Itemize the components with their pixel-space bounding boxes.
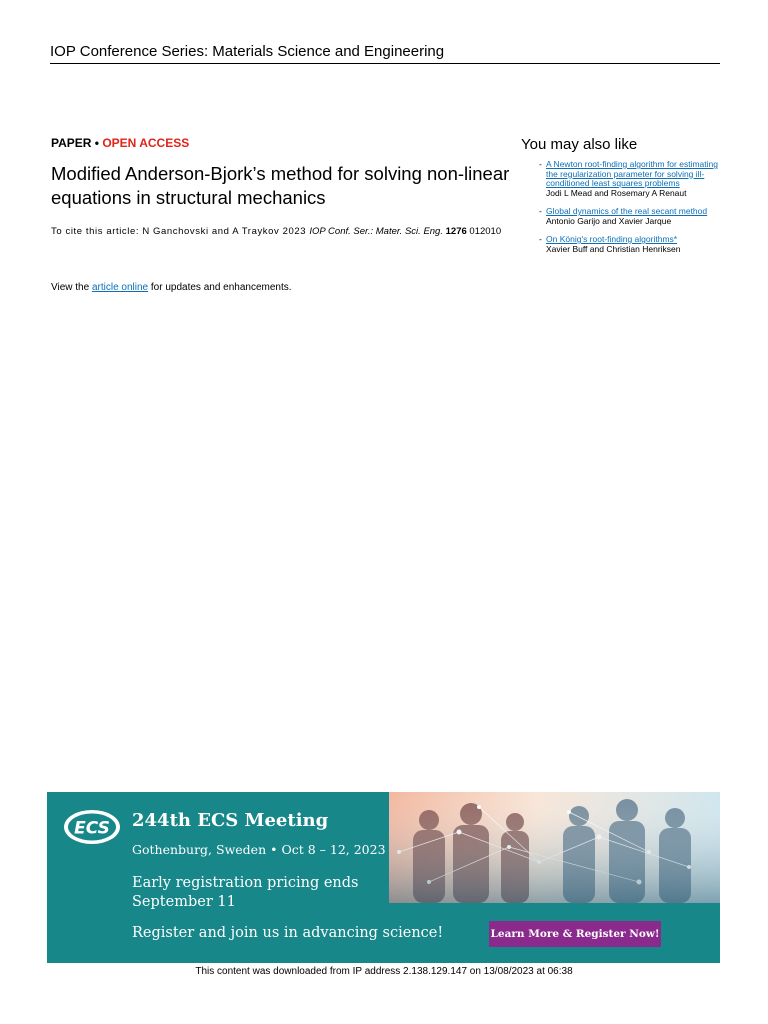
view-online-note (51, 282, 292, 294)
related-article-link[interactable]: On König's root-finding algorithms* (546, 234, 678, 244)
list-dash: - (539, 159, 542, 169)
related-article-authors: Jodi L Mead and Rosemary A Renaut (546, 187, 687, 198)
networking-crowd-image (389, 792, 720, 903)
ecs-logo-text: ECS (74, 818, 110, 839)
ecs-meeting-banner[interactable] (47, 792, 720, 963)
related-article-link[interactable]: Global dynamics of the real secant method (546, 206, 708, 216)
meeting-location: Gothenburg, Sweden (132, 842, 267, 857)
also-like-heading: You may also like (521, 136, 638, 153)
paper-type-label (51, 136, 189, 150)
article-online-link[interactable]: article online (91, 282, 149, 293)
citation-prefix: To cite this article: N Ganchovski and A Traykov 2023 (51, 226, 310, 237)
register-tagline: Register and join us in advancing science! (132, 925, 444, 941)
meeting-dates: Oct 8 – 12, 2023 (281, 842, 386, 857)
label-separator: • (91, 136, 103, 150)
download-note: This content was downloaded from IP address 2.138.129.147 on 13/08/2023 at 06:38 (195, 966, 573, 977)
view-online-before: View the (51, 282, 92, 293)
article-title: Modified Anderson-Bjork’s method for solving non-linear equations in structural mechanics (51, 163, 510, 208)
view-online-after: for updates and enhancements. (148, 282, 292, 293)
list-dash: - (539, 234, 542, 244)
related-article-link[interactable]: A Newton root-finding algorithm for estimating the regularization parameter for solving ill-conditioned least squares problems (546, 159, 718, 188)
citation-volume: 1276 (445, 226, 467, 237)
citation-article-number: 012010 (469, 226, 502, 237)
list-dash: - (539, 206, 542, 216)
paper-type: PAPER (51, 136, 92, 150)
early-line-2: September 11 (132, 894, 236, 910)
citation (51, 226, 521, 238)
meeting-location-dates (132, 842, 386, 858)
meeting-dot: • (270, 842, 278, 857)
related-article (521, 160, 721, 198)
ecs-logo (62, 808, 122, 846)
related-article-authors: Antonio Garijo and Xavier Jarque (546, 215, 672, 226)
related-article (521, 207, 721, 226)
learn-more-register-button[interactable]: Learn More & Register Now! (489, 921, 661, 947)
journal-header (50, 43, 720, 64)
meeting-title: 244th ECS Meeting (132, 810, 329, 831)
early-registration-notice (132, 874, 392, 912)
journal-name: IOP Conference Series: Materials Science and Engineering (50, 43, 445, 60)
citation-journal: IOP Conf. Ser.: Mater. Sci. Eng. (309, 226, 443, 237)
you-may-also-like-panel (521, 136, 721, 263)
related-article (521, 235, 721, 254)
related-article-authors: Xavier Buff and Christian Henriksen (546, 243, 681, 254)
open-access-badge: OPEN ACCESS (102, 136, 190, 150)
early-line-1: Early registration pricing ends (132, 875, 359, 891)
